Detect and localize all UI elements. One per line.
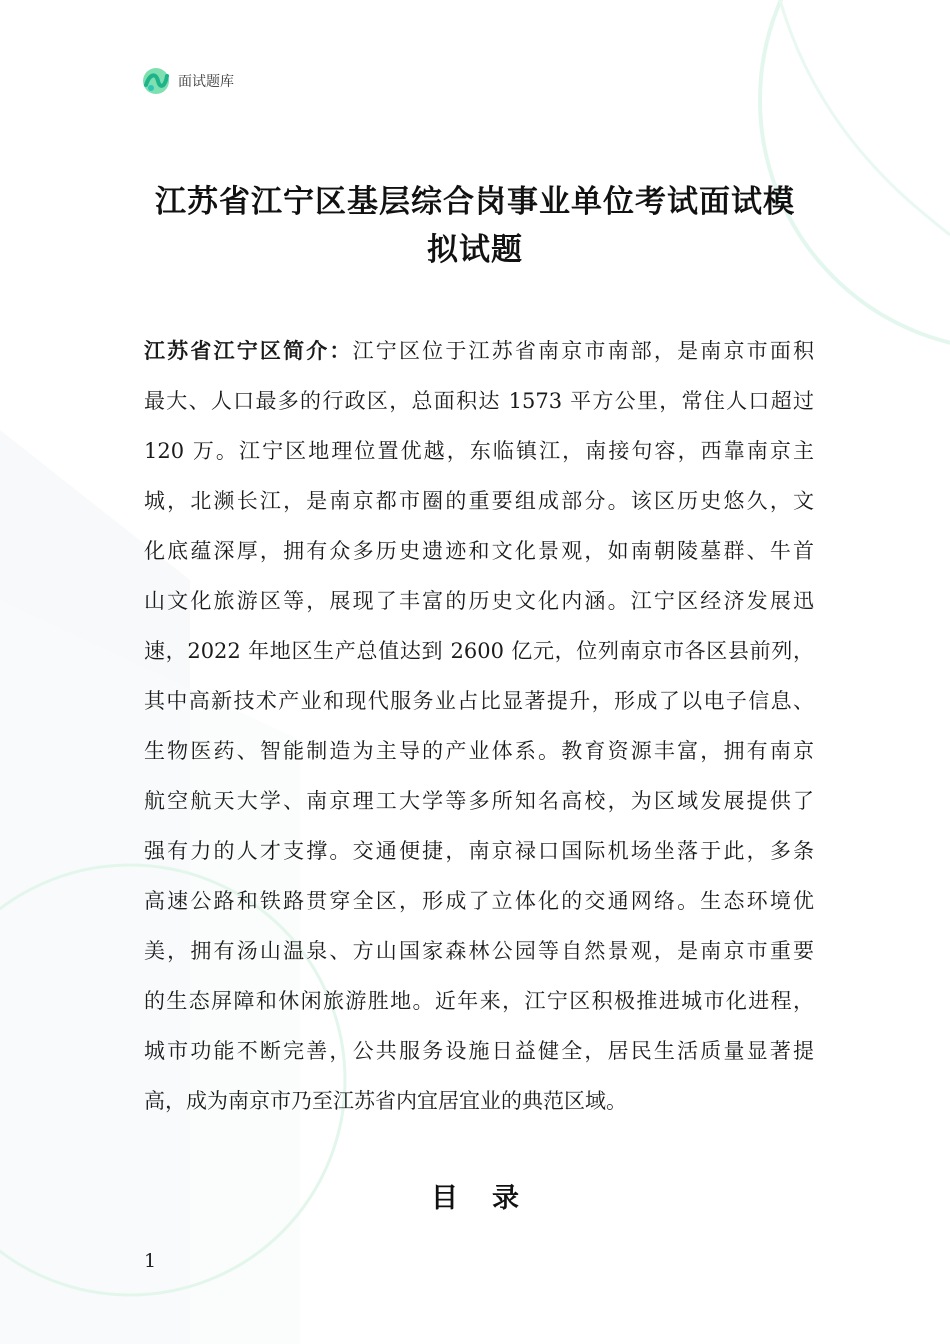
brand-name: 面试题库 (178, 74, 234, 90)
paragraph-line: 强有力的人才支撑。交通便捷，南京禄口国际机场坐落于此，多条 (144, 839, 814, 863)
paragraph-line: 生物医药、智能制造为主导的产业体系。教育资源丰富，拥有南京 (144, 739, 814, 763)
paragraph-line: 其中高新技术产业和现代服务业占比显著提升，形成了以电子信息、 (144, 689, 814, 713)
toc-heading: 目录 (431, 1183, 553, 1214)
paragraph-line (144, 326, 814, 376)
brand-header (142, 66, 234, 96)
paragraph-line: 速，2022 年地区生产总值达到 2600 亿元，位列南京市各区县前列， (144, 639, 814, 663)
paragraph-line: 城，北濒长江，是南京都市圈的重要组成部分。该区历史悠久，文 (144, 489, 814, 513)
paragraph-line: 的生态屏障和休闲旅游胜地。近年来，江宁区积极推进城市化进程， (144, 989, 814, 1013)
paragraph-line: 山文化旅游区等，展现了丰富的历史文化内涵。江宁区经济发展迅 (144, 589, 814, 613)
title-line: 江苏省江宁区基层综合岗事业单位考试面试模 (155, 184, 795, 220)
intro-paragraph (144, 326, 814, 1126)
title-line: 拟试题 (427, 232, 523, 268)
paragraph-line: 航空航天大学、南京理工大学等多所知名高校，为区域发展提供了 (144, 789, 814, 813)
paragraph-line: 城市功能不断完善，公共服务设施日益健全，居民生活质量显著提 (144, 1039, 814, 1063)
brand-logo-icon (142, 67, 170, 95)
paragraph-line-text: 江宁区位于江苏省南京市南部，是南京市面积 (352, 339, 815, 363)
paragraph-line: 120 万。江宁区地理位置优越，东临镇江，南接句容，西靠南京主 (144, 439, 814, 463)
paragraph-line: 美，拥有汤山温泉、方山国家森林公园等自然景观，是南京市重要 (144, 939, 814, 963)
paragraph-line: 高，成为南京市乃至江苏省内宜居宜业的典范区域。 (144, 1089, 627, 1113)
paragraph-line: 化底蕴深厚，拥有众多历史遗迹和文化景观，如南朝陵墓群、牛首 (144, 539, 814, 563)
intro-label: 江苏省江宁区简介： (144, 339, 353, 363)
paragraph-line: 高速公路和铁路贯穿全区，形成了立体化的交通网络。生态环境优 (144, 889, 814, 913)
page-number: 1 (144, 1250, 157, 1272)
document-title (120, 178, 830, 274)
paragraph-line: 最大、人口最多的行政区，总面积达 1573 平方公里，常住人口超过 (144, 389, 814, 413)
